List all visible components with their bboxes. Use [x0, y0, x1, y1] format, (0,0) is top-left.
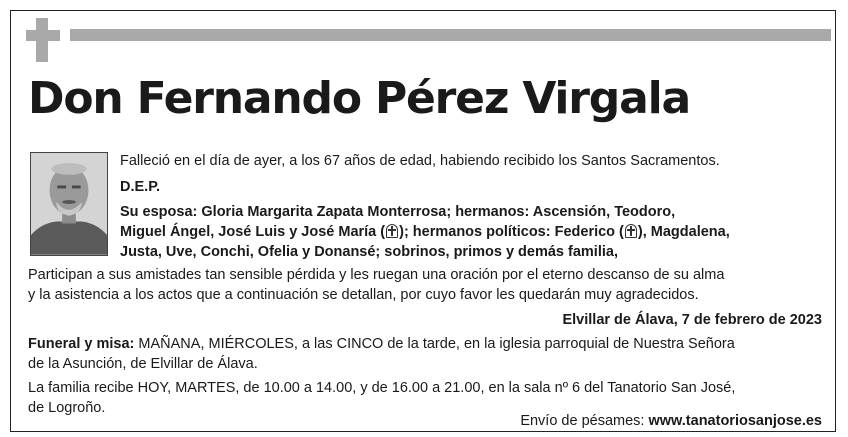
place-date: Elvillar de Álava, 7 de febrero de 2023 [562, 312, 822, 328]
dep-label: D.E.P. [120, 179, 161, 195]
family-line-1: Su esposa: Gloria Margarita Zapata Monterrosa; hermanos: Ascensión, Teodoro, [120, 204, 676, 220]
latin-cross-ornament-arm [26, 30, 60, 41]
condolences-label: Envío de pésames: [520, 413, 649, 429]
death-notice: Falleció en el día de ayer, a los 67 años de edad, habiendo recibido los Santos Sacramentos. [120, 153, 720, 169]
condolences-link[interactable]: www.tanatoriosanjose.es [648, 413, 822, 429]
visitation-line-1: La familia recibe HOY, MARTES, de 10.00 a 14.00, y de 16.00 a 21.00, en la sala nº 6 del Tanatorio San José, [28, 380, 736, 396]
portrait-photo [30, 152, 108, 256]
visitation-line-2: de Logroño. [28, 400, 106, 416]
latin-cross-icon [386, 224, 398, 238]
funeral-line-1: Funeral y misa: MAÑANA, MIÉRCOLES, a las CINCO de la tarde, en la iglesia parroquial de Nuestra Señora [28, 336, 735, 352]
deceased-name: Don Fernando Pérez Virgala [28, 73, 690, 124]
header-rule [70, 29, 831, 41]
request-line-2: y la asistencia a los actos que a continuación se detallan, por cuyo favor les quedarán muy agradecidos. [28, 287, 699, 303]
condolences [520, 411, 822, 431]
request-line-1: Participan a sus amistades tan sensible pérdida y les ruegan una oración por el eterno descanso de su alma [28, 267, 725, 283]
family-line-2: Miguel Ángel, José Luis y José María ( ); hermanos políticos: Federico ( ), Magdalena, [120, 224, 730, 240]
latin-cross-icon [625, 224, 637, 238]
funeral-line-2: de la Asunción, de Elvillar de Álava. [28, 356, 258, 372]
funeral-label: Funeral y misa: [28, 336, 135, 352]
family-line-3: Justa, Uve, Conchi, Ofelia y Donansé; sobrinos, primos y demás familia, [120, 244, 618, 260]
